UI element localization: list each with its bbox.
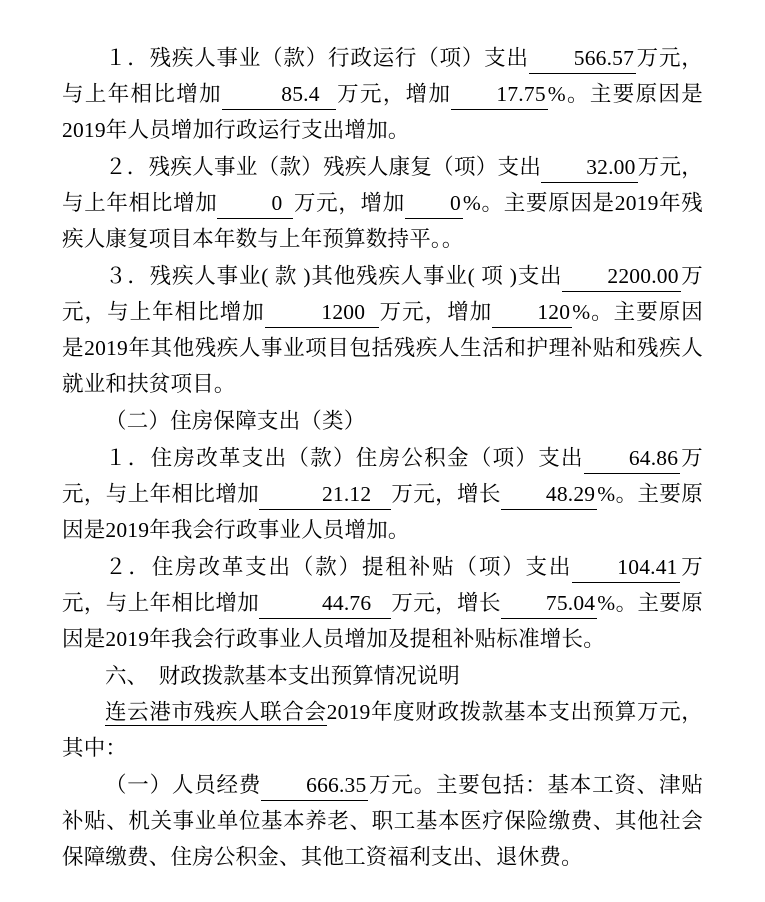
text-run: 万元，增加: [378, 300, 493, 324]
paragraph-item-2-disability-rehab: [62, 149, 703, 257]
fill-in-value[interactable]: 48.29: [501, 479, 597, 510]
text-run: 万元，其中：: [62, 700, 703, 760]
fill-in-value[interactable]: 44.76: [259, 588, 391, 619]
text-run: %。主要原因是2019年残疾人康复项目本年数与上年预算数持平。。: [62, 191, 703, 251]
fill-in-value[interactable]: 104.41: [572, 552, 679, 583]
text-run: %。主要原因是2019年人员增加行政运行支出增加。: [62, 82, 703, 142]
fill-in-value[interactable]: 0: [217, 188, 293, 219]
text-run: 万元，与上年相比增加: [62, 555, 703, 615]
paragraph-item-2-housing-subsidy: [62, 549, 703, 657]
fill-in-value[interactable]: 120: [492, 297, 572, 328]
document-body: [62, 40, 703, 875]
text-run: 万元，增长: [391, 591, 501, 615]
paragraph-basic-expenditure-intro: [62, 694, 703, 766]
text-run: %。主要原因是2019年其他残疾人事业项目包括残疾人生活和护理补贴和残疾人就业和扶贫项目。: [62, 300, 703, 396]
fill-in-value[interactable]: 566.57: [529, 43, 636, 74]
paragraph-item-1-housing-fund: [62, 440, 703, 548]
text-run: 万元，增加: [335, 82, 452, 106]
text-run: ３．残疾人事业( 款 )其他残疾人事业( 项 )支出: [105, 264, 563, 288]
fill-in-value[interactable]: 64.86: [584, 443, 680, 474]
fill-in-value[interactable]: 85.4: [222, 79, 336, 110]
text-run: %。主要原因是2019年我会行政事业人员增加。: [62, 482, 703, 542]
paragraph-item-1-disability-admin: [62, 40, 703, 148]
text-run: ２．残疾人事业（款）残疾人康复（项）支出: [105, 155, 542, 179]
fill-in-value[interactable]: 75.04: [501, 588, 597, 619]
text-run: 万元，与上年相比增加: [62, 264, 703, 324]
text-run: （一）人员经费: [105, 773, 262, 797]
paragraph-section-2-housing: [62, 403, 703, 439]
text-run: 2019年度财政拨款基本支出预算: [326, 700, 637, 724]
text-run: １．住房改革支出（款）住房公积金（项）支出: [105, 446, 584, 470]
fill-in-value[interactable]: 2200.00: [562, 261, 680, 292]
text-run: 万元，与上年相比增加: [62, 446, 704, 506]
text-run: 六、 财政拨款基本支出预算情况说明: [105, 664, 460, 688]
fill-in-value[interactable]: 666.35: [261, 770, 368, 801]
paragraph-personnel-expense: [62, 767, 703, 875]
text-run: 万元。主要包括：基本工资、津贴补贴、机关事业单位基本养老、职工基本医疗保险缴费、其他社会保障缴费、住房公积金、其他工资福利支出、退休费。: [62, 773, 703, 869]
paragraph-item-3-disability-other: [62, 258, 703, 402]
fill-in-value[interactable]: 32.00: [541, 152, 637, 183]
text-run: 万元，与上年相比增加: [62, 46, 703, 106]
fill-in-value[interactable]: 0: [405, 188, 463, 219]
fill-in-value[interactable]: 17.75: [451, 79, 547, 110]
fill-in-value[interactable]: 1200: [265, 297, 379, 328]
text-run: ２．住房改革支出（款）提租补贴（项）支出: [105, 555, 573, 579]
underlined-entity-name: 连云港市残疾人联合会: [105, 700, 327, 724]
paragraph-heading-six: [62, 658, 703, 694]
fill-in-value[interactable]: 21.12: [259, 479, 391, 510]
text-run: 万元，增长: [391, 482, 501, 506]
text-run: （二）住房保障支出（类）: [105, 409, 366, 433]
text-run: 万元，与上年相比增加: [62, 155, 703, 215]
text-run: 万元，增加: [293, 191, 405, 215]
text-run: １．残疾人事业（款）行政运行（项）支出: [105, 46, 529, 70]
text-run: %。主要原因是2019年我会行政事业人员增加及提租补贴标准增长。: [62, 591, 703, 651]
